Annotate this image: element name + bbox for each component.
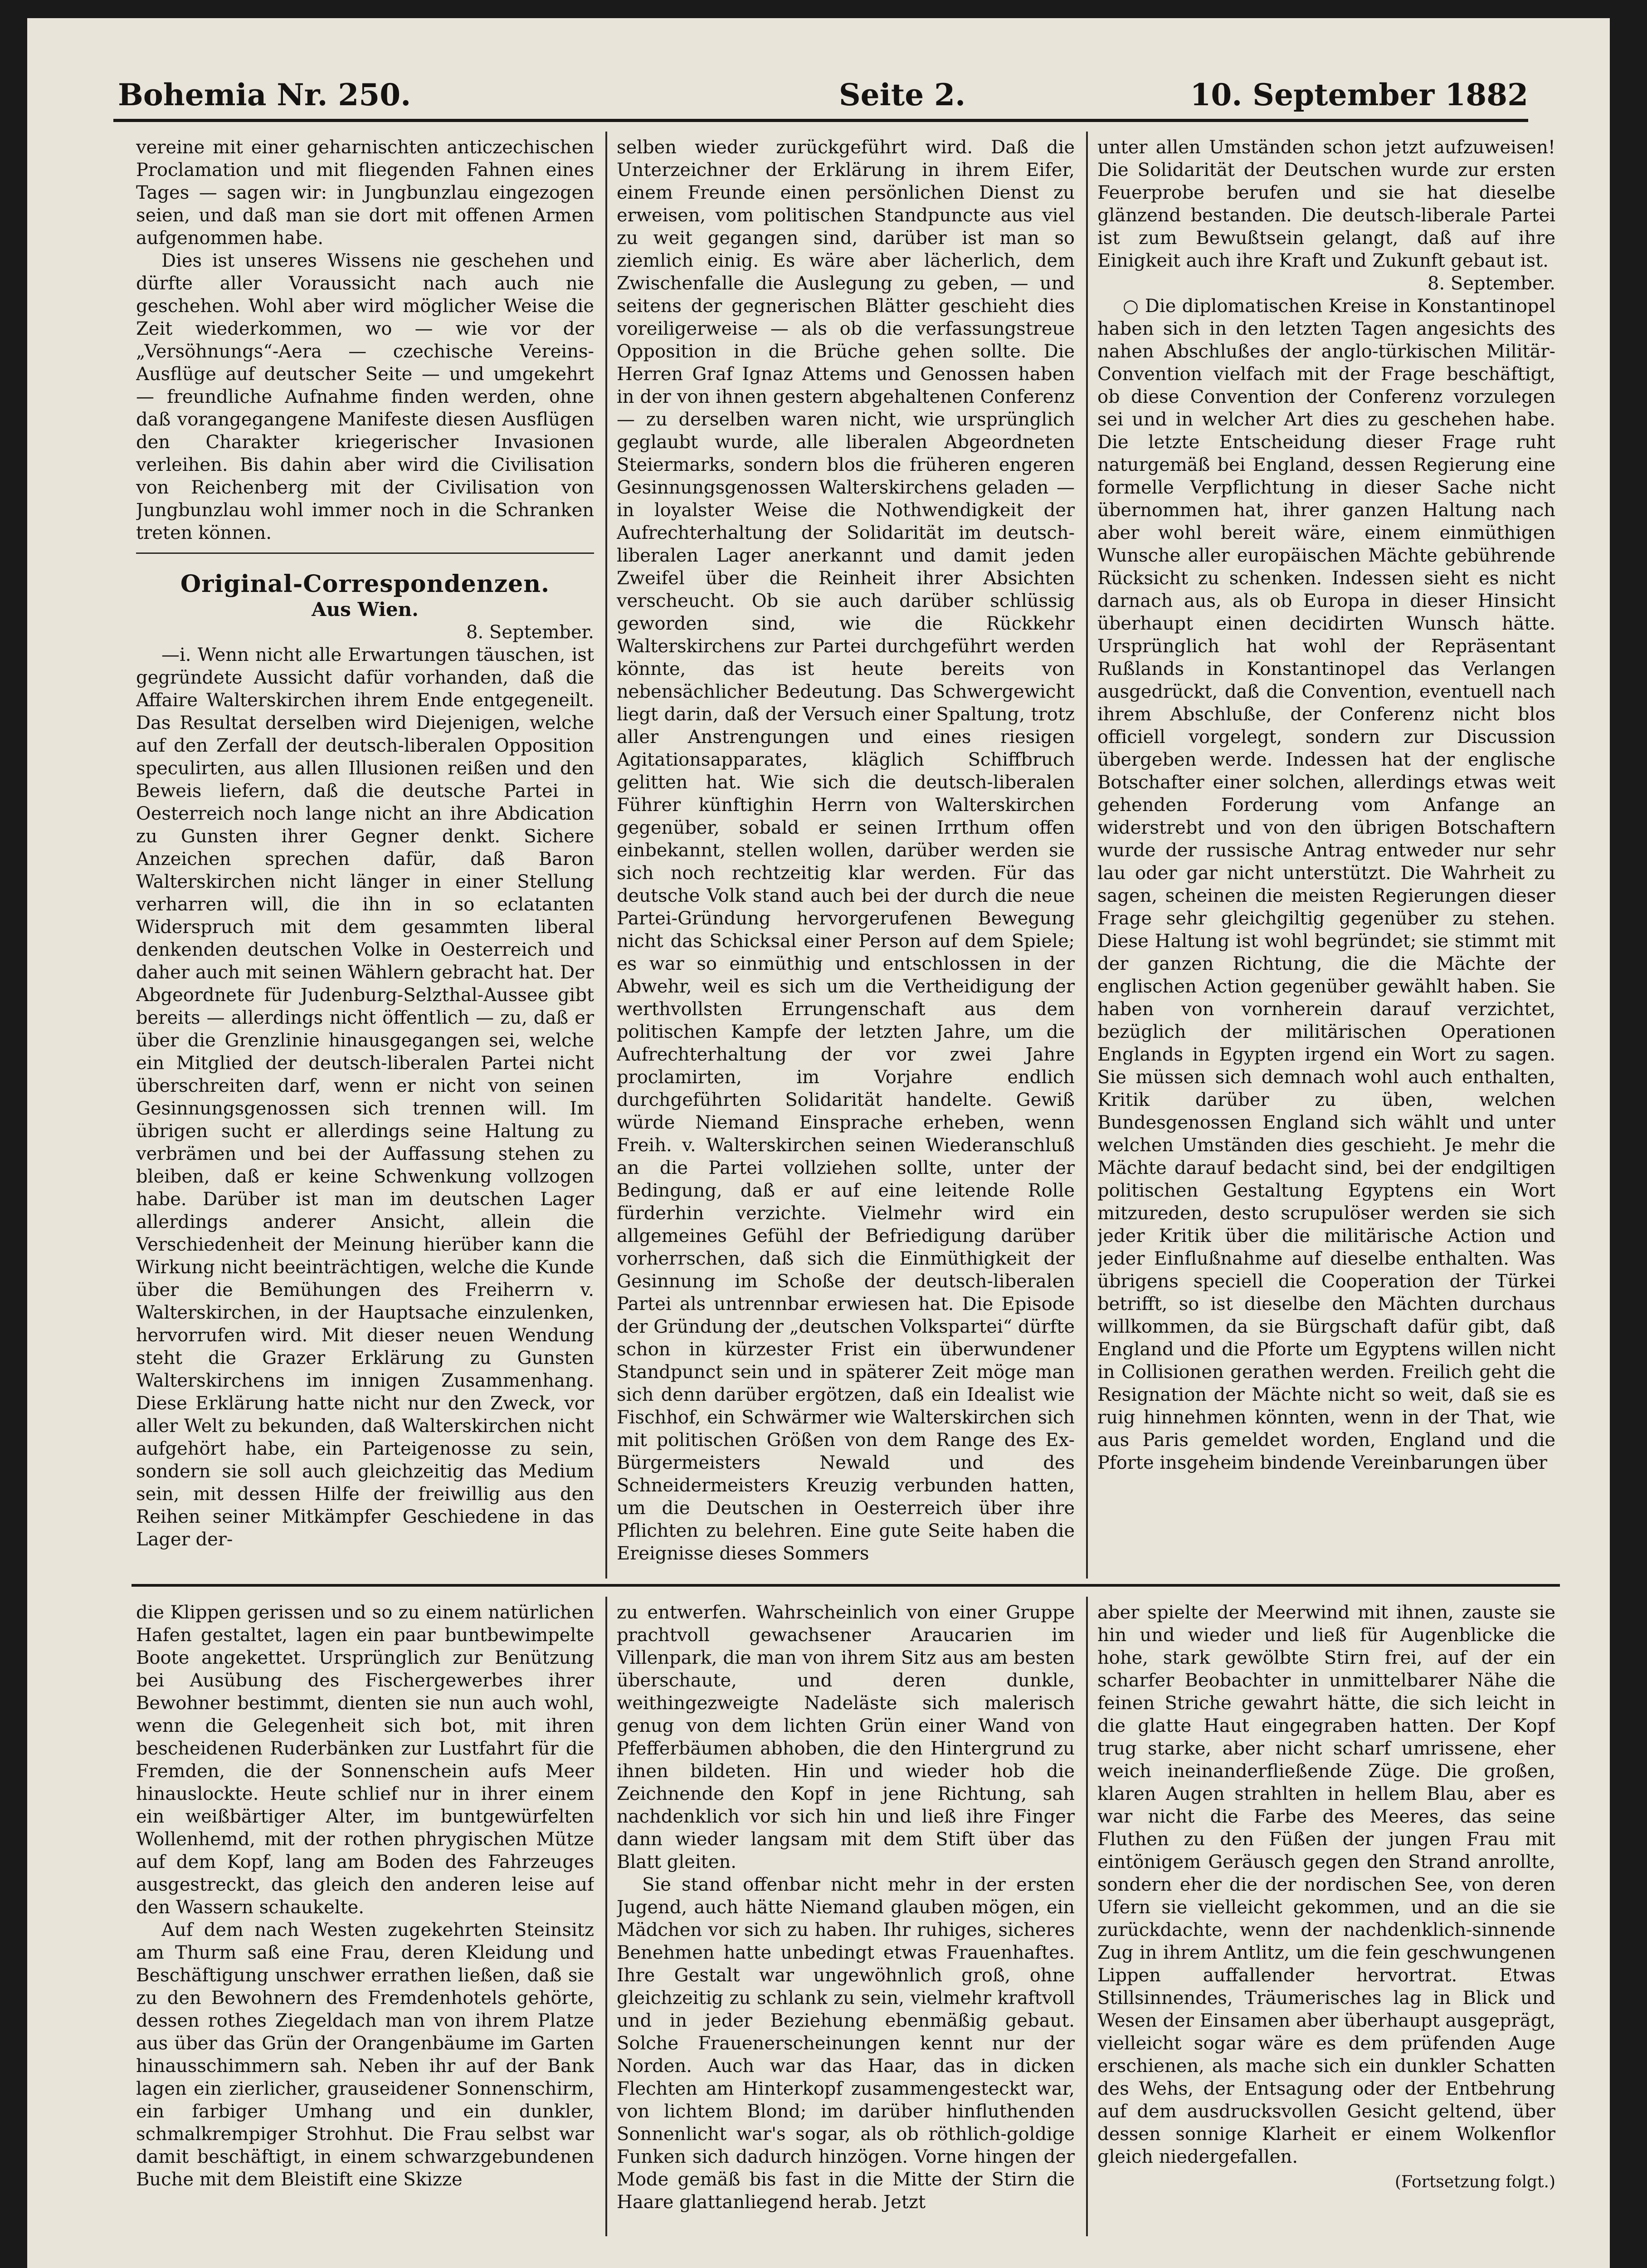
page-number: Seite 2.	[839, 77, 966, 112]
article-paragraph: vereine mit einer geharnischten anticzechischen Proclamation und mit fliegenden Fahnen eines Tages — sagen wir: in Jungbunzlau eingezogen seien, und daß man sie dort mit offenen Armen aufgenommen habe.	[136, 137, 594, 249]
article-column-2	[617, 136, 1075, 1579]
article-paragraph: selben wieder zurückgeführt wird. Daß die Unterzeichner der Erklärung in ihrem Eifer, einem Freunde einen persönlichen Dienst zu erweisen, vom politischen Standpuncte aus viel zu weit gegangen sind, darüber ist man so ziemlich einig. Es wäre aber lächerlich, dem Zwischenfalle die Auslegung zu geben, — und seitens der gegnerischen Blätter geschieht dies voreiligerweise — als ob die verfassungstreue Opposition in die Brüche gehen sollte. Die Herren Graf Ignaz Attems und Genossen haben in der von ihnen gestern abgehaltenen Conferenz — zu derselben waren nicht, wie ursprünglich geglaubt wurde, alle liberalen Abgeordneten Steiermarks, sondern blos die früheren engeren Gesinnungsgenossen Walterskirchens geladen — in loyalster Weise die Nothwendigkeit der Aufrechterhaltung der Solidarität im deutsch-liberalen Lager anerkannt und damit jeden Zweifel über die Reinheit ihrer Absichten verscheucht. Ob sie auch darüber schlüssig geworden sind, wie die Rückkehr Walterskirchens zur Partei durchgeführt werden könnte, das ist heute bereits von nebensächlicher Bedeutung. Das Schwergewicht liegt darin, daß der Versuch einer Spaltung, trotz aller Anstrengungen und eines riesigen Agitationsapparates, kläglich Schiffbruch gelitten hat. Wie sich die deutsch-liberalen Führer künftighin Herrn von Walterskirchen gegenüber, sobald er seinen Irrthum offen einbekannt, stellen wollen, darüber werden sie sich noch rechtzeitig klar werden. Für das deutsche Volk stand auch bei der durch die neue Partei-Gründung hervorgerufenen Bewegung nicht das Schicksal einer Person auf dem Spiele; es war so einmüthig und entschlossen in der Abwehr, weil es sich um die Vertheidigung der werthvollsten Errungenschaft aus dem politischen Kampfe der letzten Jahre, um die Aufrechterhaltung der vor zwei Jahre proclamirten, im Vorjahre endlich durchgeführten Solidarität handelte. Gewiß würde Niemand Einsprache erheben, wenn Freih. v. Walterskirchen seinen Wiederanschluß an die Partei vollziehen sollte, unter der Bedingung, daß er auf eine leitende Rolle fürderhin verzichte. Vielmehr wird ein allgemeines Gefühl der Befriedigung darüber vorherrschen, daß sich die Einmüthigkeit der Gesinnung im Schoße der deutsch-liberalen Partei als untrennbar erwiesen hat. Die Episode der Gründung der „deutschen Volkspartei“ dürfte schon in kürzester Frist ein überwundener Standpunct sein und in späterer Zeit möge man sich denn darüber ergötzen, daß ein Idealist wie Fischhof, ein Schwärmer wie Walterskirchen sich mit politischen Größen von dem Range des Ex-Bürgermeisters Newald und des Schneidermeisters Kreuzig verbunden hatten, um die Deutschen in Oesterreich über ihre Pflichten zu belehren. Eine gute Seite haben die Ereignisse dieses Sommers	[617, 137, 1075, 1564]
feuilleton-paragraph: aber spielte der Meerwind mit ihnen, zauste sie hin und wieder und ließ für Augenblicke die hohe, stark gewölbte Stirn frei, auf der ein scharfer Beobachter in unmittelbarer Nähe die feinen Striche gewahrt hätte, die sich leicht in die glatte Haut eingegraben hatten. Der Kopf trug starke, aber nicht scharf umrissene, eher weich ineinanderfließende Züge. Die großen, klaren Augen strahlten in hellem Blau, aber es war nicht die Farbe des Meeres, das seine Fluthen zu den Füßen der jungen Frau mit eintönigem Geräusch gegen den Strand anrollte, sondern eher die der nordischen See, von deren Ufern sie vielleicht gekommen, und an die sie zurückdachte, wenn der nachdenklich-sinnende Zug in ihrem Antlitz, um die fein geschwungenen Lippen auffallender hervortrat. Etwas Stillsinnendes, Träumerisches lag in Blick und Wesen der Einsamen aber überhaupt ausgeprägt, vielleicht sogar wäre es dem prüfenden Auge erschienen, als mache sich ein dunkler Schatten des Wehs, der Entsagung oder der Entbehrung auf dem ausdrucksvollen Gesicht geltend, über dessen sonnige Klarheit er einem Wolkenflor gleich niedergefallen.	[1097, 1602, 1555, 2167]
dateline: 8. September.	[466, 622, 594, 643]
masthead-rule	[113, 119, 1528, 122]
section-subheading: Aus Wien.	[312, 598, 419, 621]
feuilleton-column-1	[136, 1601, 594, 2236]
article-column-3	[1097, 136, 1555, 1579]
article-paragraph: unter allen Umständen schon jetzt aufzuweisen! Die Solidarität der Deutschen wurde zur ersten Feuerprobe berufen und sie hat dieselbe glänzend bestanden. Die deutsch-liberale Partei ist zum Bewußtsein gelangt, daß auf ihre Einigkeit auch ihre Kraft und Zukunft gebaut ist.	[1097, 137, 1555, 271]
feuilleton-column-3	[1097, 1601, 1555, 2236]
column-divider	[605, 132, 607, 1579]
feuilleton-paragraph: Sie stand offenbar nicht mehr in der ersten Jugend, auch hätte Niemand glauben mögen, ein Mädchen vor sich zu haben. Ihr ruhiges, sicheres Benehmen hatte unbedingt etwas Frauenhaftes. Ihre Gestalt war ungewöhnlich groß, ohne gleichzeitig zu schlank zu sein, vielmehr kraftvoll und in jeder Beziehung ebenmäßig gebaut. Solche Frauenerscheinungen kennt nur der Norden. Auch war das Haar, das in dicken Flechten am Hinterkopf zusammengesteckt war, von lichtem Blond; im darüber hinfluthenden Sonnenlicht war's sogar, als ob röthlich-goldige Funken sich dadurch hinzögen. Vorne hingen der Mode gemäß bis fast in die Mitte der Stirn die Haare glattanliegend herab. Jetzt	[617, 1874, 1075, 2213]
column-divider	[1086, 1597, 1088, 2236]
continuation-note: (Fortsetzung folgt.)	[1395, 2173, 1555, 2191]
column-divider	[605, 1597, 607, 2236]
column-divider	[1086, 132, 1088, 1579]
article-column-1	[136, 136, 594, 1579]
article-paragraph: —i. Wenn nicht alle Erwartungen täuschen, ist gegründete Aussicht dafür vorhanden, daß die Affaire Walterskirchen ihrem Ende entgegeneilt. Das Resultat derselben wird Diejenigen, welche auf den Zerfall der deutsch-liberalen Opposition speculirten, aus allen Illusionen reißen und den Beweis liefern, daß die deutsche Partei in Oesterreich noch lange nicht an ihre Abdication zu Gunsten ihrer Gegner denkt. Sichere Anzeichen sprechen dafür, daß Baron Walterskirchen nicht länger in einer Stellung verharren will, die ihn in so eclatanten Widerspruch mit dem gesammten liberal denkenden deutschen Volke in Oesterreich und daher auch mit seinen Wählern gebracht hat. Der Abgeordnete für Judenburg-Selzthal-Aussee gibt bereits — allerdings nicht öffentlich — zu, daß er über die Grenzlinie hinausgegangen sei, welche ein Mitglied der deutsch-liberalen Partei nicht überschreiten darf, wenn er nicht von seinen Gesinnungsgenossen sich trennen will. Im übrigen sucht er allerdings seine Haltung zu verbrämen und bei der Auffassung stehen zu bleiben, daß er keine Schwenkung vollzogen habe. Darüber ist man im deutschen Lager allerdings anderer Ansicht, allein die Verschiedenheit der Meinung hierüber kann die Wirkung nicht beeinträchtigen, welche die Kunde über die Bemühungen des Freiherrn v. Walterskirchen, in der Hauptsache einzulenken, hervorrufen wird. Mit dieser neuen Wendung steht die Grazer Erklärung zu Gunsten Walterskirchens im innigen Zusammenhang. Diese Erklärung hatte nicht nur den Zweck, vor aller Welt zu bekunden, daß Walterskirchen nicht aufgehört habe, ein Parteigenosse zu sein, sondern sie soll auch gleichzeitig das Medium sein, mit dessen Hilfe der freiwillig aus den Reihen seiner Mitkämpfer Geschiedene in das Lager der-	[136, 645, 594, 1550]
issue-date: 10. September 1882	[1190, 77, 1528, 112]
feuilleton-paragraph: zu entwerfen. Wahrscheinlich von einer Gruppe prachtvoll gewachsener Araucarien im Villenpark, die man von ihrem Sitz aus am besten überschaute, und deren dunkle, weithingezweigte Nadeläste sich malerisch genug von dem lichten Grün einer Wand von Pfefferbäumen abhoben, die den Hintergrund zu ihnen bildeten. Hin und wieder hob die Zeichnende den Kopf in jene Richtung, sah nachdenklich vor sich hin und ließ ihre Finger dann wieder langsam mit dem Stift über das Blatt gleiten.	[617, 1602, 1075, 1872]
section-separator	[136, 552, 594, 554]
dateline: 8. September.	[1428, 273, 1555, 294]
masthead	[113, 68, 1528, 118]
section-heading: Original-Correspondenzen.	[180, 570, 550, 598]
publication-issue: Bohemia Nr. 250.	[118, 77, 411, 112]
feuilleton-column-2	[617, 1601, 1075, 2236]
feuilleton-paragraph: Auf dem nach Westen zugekehrten Steinsitz am Thurm saß eine Frau, deren Kleidung und Beschäftigung unschwer errathen ließen, daß sie zu den Bewohnern des Fremdenhotels gehörte, dessen rothes Ziegeldach man von ihrem Platze aus über das Grün der Orangenbäume im Garten hinausschimmern sah. Neben ihr auf der Bank lagen ein zierlicher, grauseidener Sonnenschirm, ein farbiger Umhang und ein dunkler, schmalkrempiger Strohhut. Die Frau selbst war damit beschäftigt, in einem schwarzgebundenen Buche mit dem Bleistift eine Skizze	[136, 1920, 594, 2190]
feuilleton-divider	[132, 1584, 1560, 1587]
feuilleton-paragraph: die Klippen gerissen und so zu einem natürlichen Hafen gestaltet, lagen ein paar buntbewimpelte Boote angekettet. Ursprünglich zur Benützung bei Ausübung des Fischergewerbes ihrer Bewohner bestimmt, dienten sie nun auch wohl, wenn die Gelegenheit sich bot, mit ihren bescheidenen Ruderbänken zur Lustfahrt für die Fremden, die der Sonnenschein aufs Meer hinauslockte. Heute schlief nur in ihrer einem ein weißbärtiger Alter, im buntgewürfelten Wollenhemd, mit der rothen phrygischen Mütze auf dem Kopf, lang am Boden des Fahrzeuges ausgestreckt, das gleich den anderen leise auf den Wassern schaukelte.	[136, 1602, 594, 1918]
article-paragraph: ○ Die diplomatischen Kreise in Konstantinopel haben sich in den letzten Tagen angesichts des nahen Abschlußes der anglo-türkischen Militär-Convention vielfach mit der Frage beschäftigt, ob diese Convention der Conferenz vorzulegen sei und in welcher Art dies zu geschehen habe. Die letzte Entscheidung dieser Frage ruht naturgemäß bei England, dessen Regierung eine formelle Verpflichtung in dieser Sache nicht übernommen hat, ihrer ganzen Haltung nach aber wohl bereit wäre, einem einmüthigen Wunsche aller europäischen Mächte gebührende Rücksicht zu schenken. Indessen sieht es nicht darnach aus, als ob Europa in dieser Hinsicht überhaupt einen decidirten Wunsch hätte. Ursprünglich hat wohl der Repräsentant Rußlands in Konstantinopel das Verlangen ausgedrückt, daß die Convention, eventuell nach ihrem Abschluße, der Conferenz nicht blos officiell vorgelegt, sondern zur Discussion übergeben werde. Indessen hat der englische Botschafter einer solchen, allerdings etwas weit gehenden Forderung vom Anfange an widerstrebt und von den übrigen Botschaftern wurde der russische Antrag entweder nur sehr lau oder gar nicht unterstützt. Die Wahrheit zu sagen, scheinen die meisten Regierungen dieser Frage sehr gleichgiltig gegenüber zu stehen. Diese Haltung ist wohl begründet; sie stimmt mit der ganzen Richtung, die die Mächte der englischen Action gegenüber gewählt haben. Sie haben von vornherein darauf verzichtet, bezüglich der militärischen Operationen Englands in Egypten irgend ein Wort zu sagen. Sie müssen sich demnach wohl auch enthalten, Kritik darüber zu üben, welchen Bundesgenossen England sich wählt und unter welchen Umständen dies geschieht. Je mehr die Mächte darauf bedacht sind, bei der endgiltigen politischen Gestaltung Egyptens ein Wort mitzureden, desto scrupulöser werden sie sich jeder Kritik über die militärische Action und jeder Einflußnahme auf dieselbe enthalten. Was übrigens speciell die Cooperation der Türkei betrifft, so ist dieselbe den Mächten durchaus willkommen, da sie Bürgschaft dafür gibt, daß England und die Pforte um Egyptens willen nicht in Collisionen gerathen werden. Freilich geht die Resignation der Mächte nicht so weit, daß sie es ruig hinnehmen könnten, wenn in der That, wie aus Paris gemeldet worden, England und die Pforte insgeheim bindende Vereinbarungen über	[1097, 296, 1555, 1473]
article-paragraph: Dies ist unseres Wissens nie geschehen und dürfte aller Voraussicht nach auch nie geschehen. Wohl aber wird möglicher Weise die Zeit wiederkommen, wo — wie vor der „Versöhnungs“-Aera — czechische Vereins-Ausflüge auf deutscher Seite — und umgekehrt — freundliche Aufnahme finden werden, ohne daß vorangegangene Manifeste diesen Ausflügen den Charakter kriegerischer Invasionen verleihen. Bis dahin aber wird die Civilisation von Reichenberg mit der Civilisation von Jungbunzlau wohl immer noch in die Schranken treten können.	[136, 250, 594, 543]
